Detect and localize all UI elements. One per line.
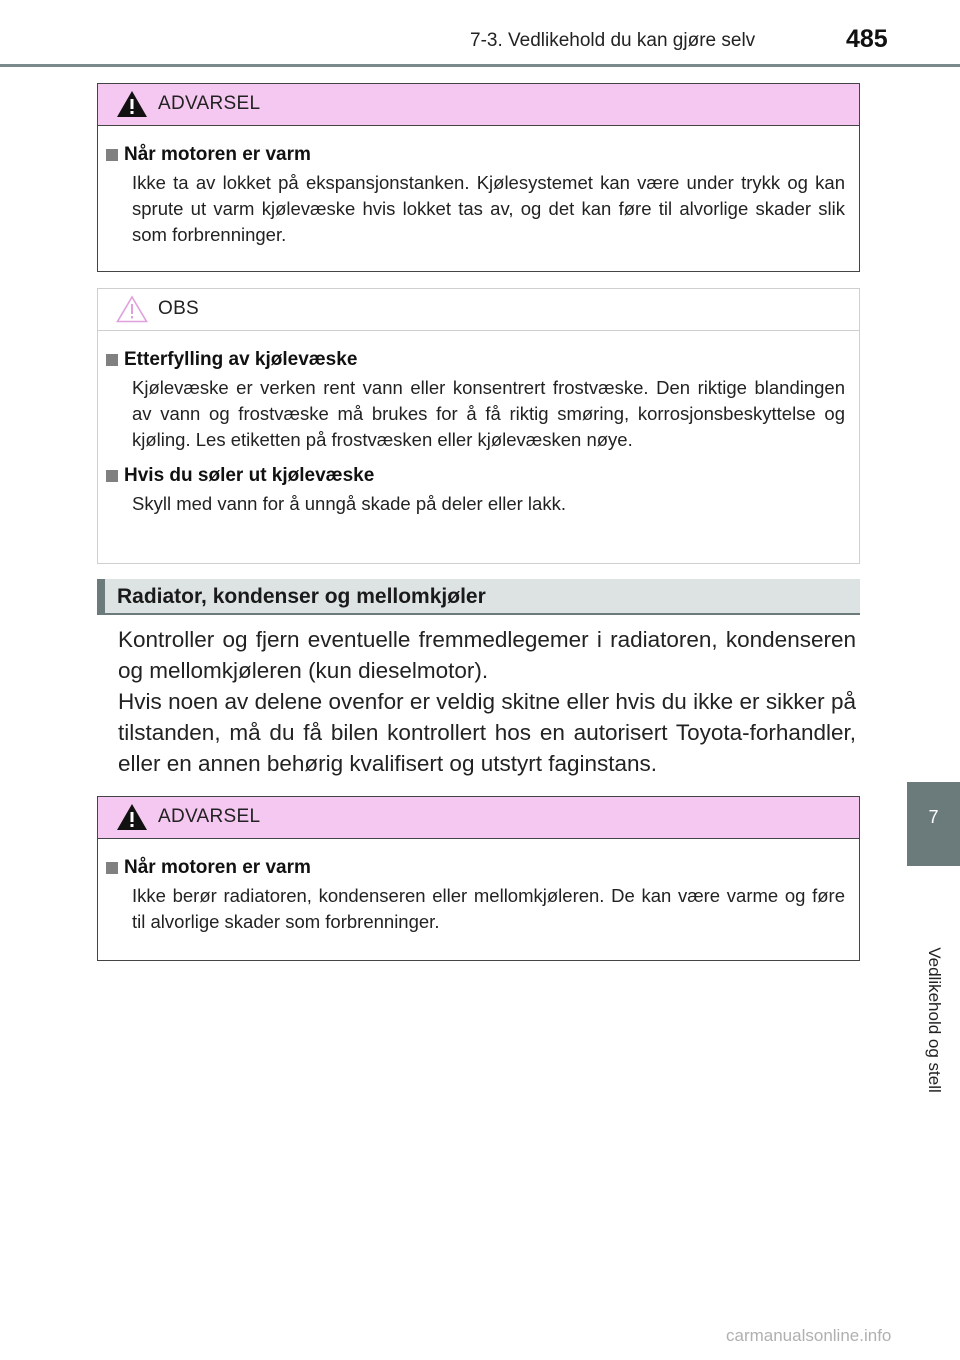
warning-box-header — [98, 797, 859, 839]
header-rule — [0, 64, 960, 67]
chapter-tab[interactable]: 7 — [907, 782, 960, 866]
section-heading — [97, 579, 860, 615]
notice-item-title: Hvis du søler ut kjølevæske — [124, 465, 375, 486]
warning-label: ADVARSEL — [158, 806, 261, 827]
warning-label: ADVARSEL — [158, 93, 261, 114]
caution-triangle-icon — [116, 295, 148, 323]
bullet-square-icon — [106, 354, 118, 366]
warning-item-text: Ikke ta av lokket på ekspansjonstanken. Kjølesystemet kan være under trykk og kan sprute ut varm kjølevæske hvis lokket tas av, og det kan føre til alvorlige skader slik som forbrenninger. — [132, 172, 845, 245]
warning-item-text: Ikke berør radiatoren, kondenseren eller mellomkjøleren. De kan være varme og føre til alvorlige skader som forbrenninger. — [132, 885, 845, 932]
page-number: 485 — [846, 25, 888, 53]
notice-item — [106, 465, 845, 517]
body-paragraph: Hvis noen av delene ovenfor er veldig skitne eller hvis du ikke er sikker på tilstanden, må du få bilen kontrollert hos en autorisert Toyota-forhandler, eller en annen behørig kvalifisert og utstyrt faginstans. — [118, 689, 856, 776]
section-body — [118, 624, 856, 779]
warning-item-title: Når motoren er varm — [124, 857, 311, 878]
warning-triangle-icon — [116, 90, 148, 118]
notice-item-text: Kjølevæske er verken rent vann eller konsentrert frostvæske. Den riktige blandingen av vann og frostvæske må brukes for å få riktig smøring, korrosjonsbeskyttelse og kjøling. Les etiketten på frostvæsken eller kjølevæsken nøye. — [132, 377, 845, 450]
warning-box-2 — [97, 796, 860, 961]
warning-box-header — [98, 84, 859, 126]
bullet-square-icon — [106, 470, 118, 482]
notice-item — [106, 349, 845, 453]
warning-box-1 — [97, 83, 860, 272]
notice-box — [97, 288, 860, 564]
notice-item-title: Etterfylling av kjølevæske — [124, 349, 358, 370]
notice-box-header — [98, 289, 859, 331]
notice-label: OBS — [158, 298, 200, 319]
chapter-title: 7-3. Vedlikehold du kan gjøre selv — [470, 30, 756, 51]
warning-triangle-icon — [116, 803, 148, 831]
warning-item — [106, 857, 845, 935]
warning-item-title: Når motoren er varm — [124, 144, 311, 165]
section-heading-text: Radiator, kondenser og mellomkjøler — [117, 585, 486, 608]
bullet-square-icon — [106, 149, 118, 161]
chapter-tab-label: Vedlikehold og stell — [925, 947, 944, 1093]
bullet-square-icon — [106, 862, 118, 874]
body-paragraph: Kontroller og fjern eventuelle fremmedlegemer i radiatoren, kondenseren og mellomkjøleren (kun dieselmotor). — [118, 627, 856, 683]
watermark: carmanualsonline.info — [726, 1326, 892, 1345]
notice-item-text: Skyll med vann for å unngå skade på deler eller lakk. — [132, 493, 566, 514]
warning-item — [106, 144, 845, 248]
